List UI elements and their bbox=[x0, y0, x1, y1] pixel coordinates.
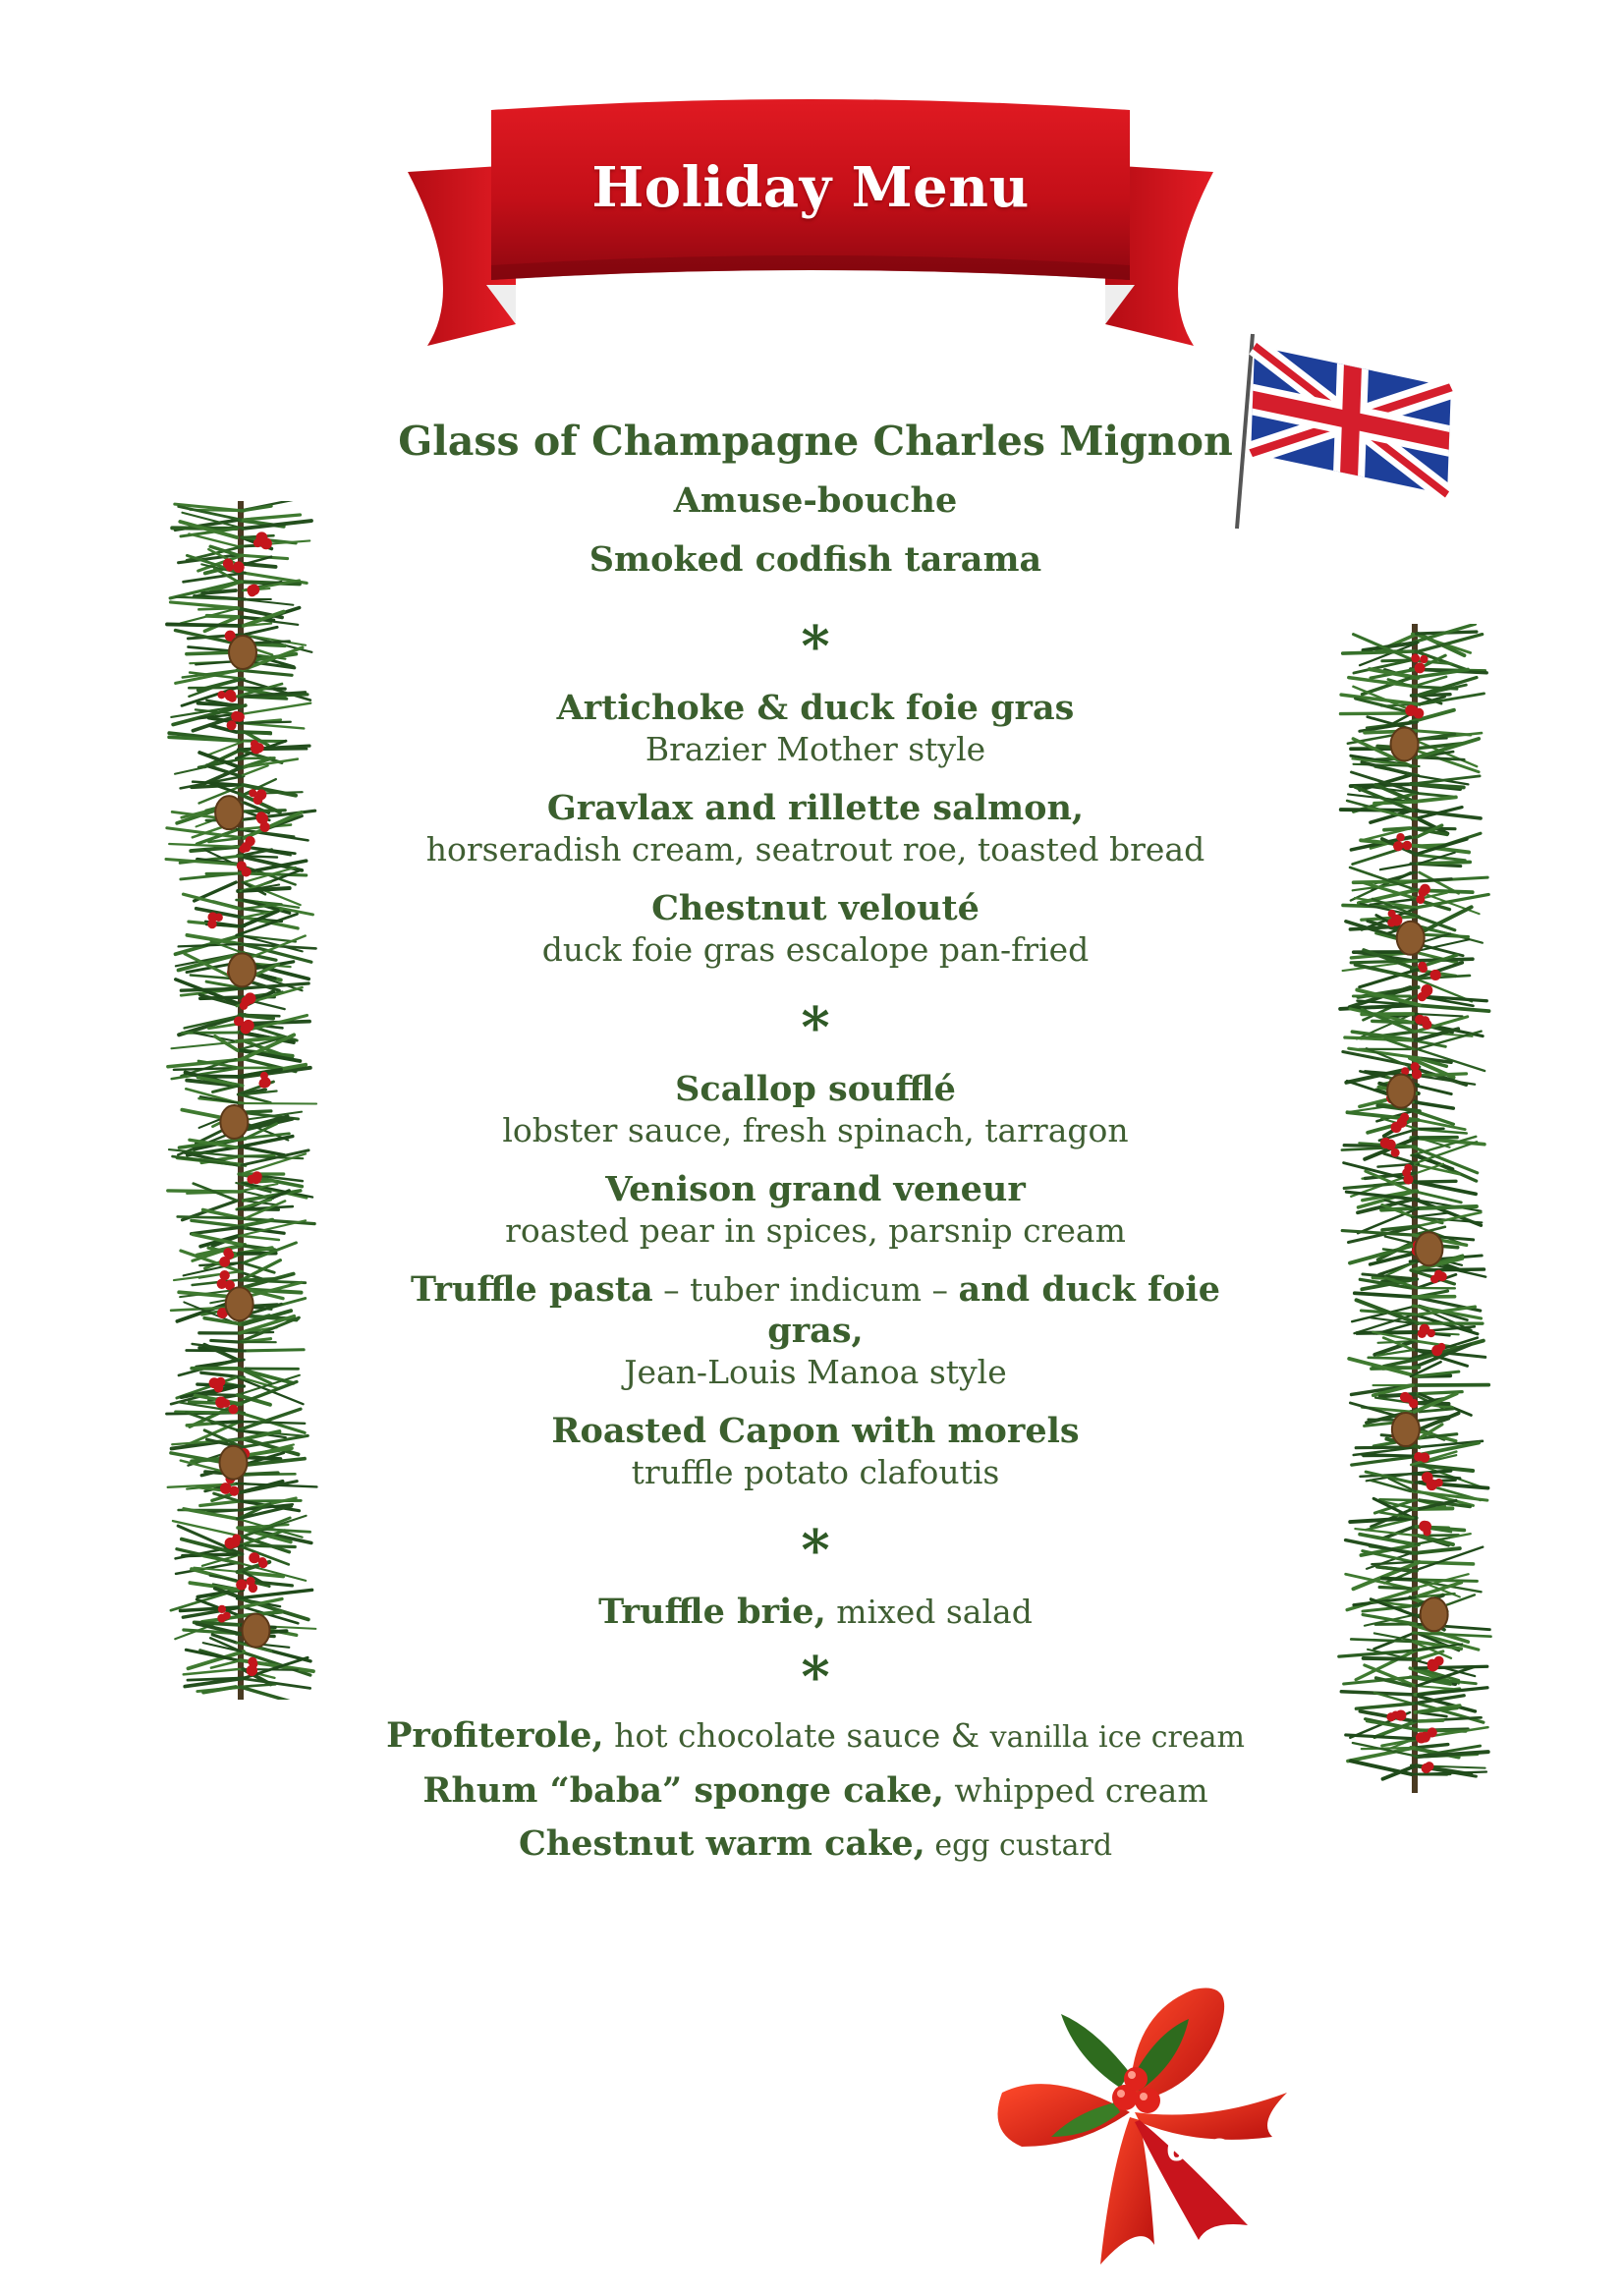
cheese-item bbox=[373, 1592, 1258, 1633]
menu-content bbox=[373, 411, 1258, 1873]
dish-name: Rhum “baba” sponge cake, bbox=[422, 1770, 944, 1811]
course-separator: * bbox=[801, 995, 830, 1060]
dish-item bbox=[373, 1269, 1258, 1393]
price-label: 60€ bbox=[1165, 2134, 1228, 2168]
dish-description: duck foie gras escalope pan-fried bbox=[541, 930, 1090, 969]
amuse-bouche: Amuse-bouche bbox=[673, 480, 958, 521]
dessert-item bbox=[373, 1709, 1258, 1764]
dish-description: hot chocolate sauce & bbox=[603, 1716, 990, 1755]
dish-name: Venison grand veneur bbox=[605, 1169, 1026, 1209]
dish-name: Scallop soufflé bbox=[675, 1069, 956, 1109]
dessert-item bbox=[373, 1764, 1258, 1818]
ribbon-banner-icon bbox=[398, 98, 1223, 364]
dish-name-a: Truffle pasta bbox=[411, 1269, 653, 1310]
pine-garland-right-icon bbox=[1331, 624, 1498, 1793]
dish-description: egg custard bbox=[924, 1828, 1113, 1863]
dish-description: Jean-Louis Manoa style bbox=[624, 1353, 1007, 1391]
aperitif-title: Glass of Champagne Charles Mignon bbox=[398, 418, 1233, 465]
dish-item bbox=[373, 788, 1258, 870]
dessert-item bbox=[373, 1818, 1258, 1873]
course-separator: * bbox=[801, 614, 830, 679]
dish-description: lobster sauce, fresh spinach, tarragon bbox=[502, 1111, 1129, 1149]
pine-garland-left-icon bbox=[157, 501, 324, 1700]
cheese-section bbox=[373, 1592, 1258, 1633]
dish-item bbox=[373, 688, 1258, 770]
desserts-section bbox=[373, 1709, 1258, 1873]
union-jack-flag-icon bbox=[1233, 324, 1474, 531]
dish-item bbox=[373, 888, 1258, 971]
starters-section bbox=[373, 688, 1258, 971]
course-separator: * bbox=[801, 1518, 830, 1583]
dish-description: Brazier Mother style bbox=[644, 730, 986, 768]
dish-description-small: vanilla ice cream bbox=[989, 1720, 1245, 1755]
dish-description: truffle potato clafoutis bbox=[631, 1453, 1000, 1491]
dish-description: whipped cream bbox=[943, 1771, 1208, 1810]
dish-name: Chestnut velouté bbox=[651, 888, 980, 928]
intro-section bbox=[373, 411, 1258, 589]
dish-name: Roasted Capon with morels bbox=[551, 1411, 1080, 1451]
tarama: Smoked codfish tarama bbox=[588, 539, 1042, 580]
mains-section bbox=[373, 1069, 1258, 1493]
dish-description: roasted pear in spices, parsnip cream bbox=[505, 1211, 1126, 1250]
dish-name: Truffle brie, bbox=[598, 1592, 826, 1632]
dish-item bbox=[373, 1411, 1258, 1493]
course-separator: * bbox=[801, 1645, 830, 1709]
dish-item bbox=[373, 1069, 1258, 1151]
dish-name bbox=[373, 1269, 1258, 1352]
dish-name: Chestnut warm cake, bbox=[518, 1823, 925, 1864]
dish-item bbox=[373, 1169, 1258, 1252]
menu-title: Holiday Menu bbox=[591, 155, 1030, 220]
dish-description: horseradish cream, seatrout roe, toasted bread bbox=[425, 830, 1205, 868]
dish-name: Profiterole, bbox=[386, 1715, 604, 1756]
gift-bow-holly-icon bbox=[982, 1975, 1297, 2269]
dish-name: Gravlax and rillette salmon, bbox=[546, 788, 1085, 828]
dish-name-b: and duck foie gras, bbox=[767, 1269, 1220, 1351]
dish-name-mid: – tuber indicum – bbox=[652, 1270, 959, 1309]
dish-name: Artichoke & duck foie gras bbox=[556, 688, 1075, 728]
dish-description: mixed salad bbox=[825, 1593, 1033, 1631]
